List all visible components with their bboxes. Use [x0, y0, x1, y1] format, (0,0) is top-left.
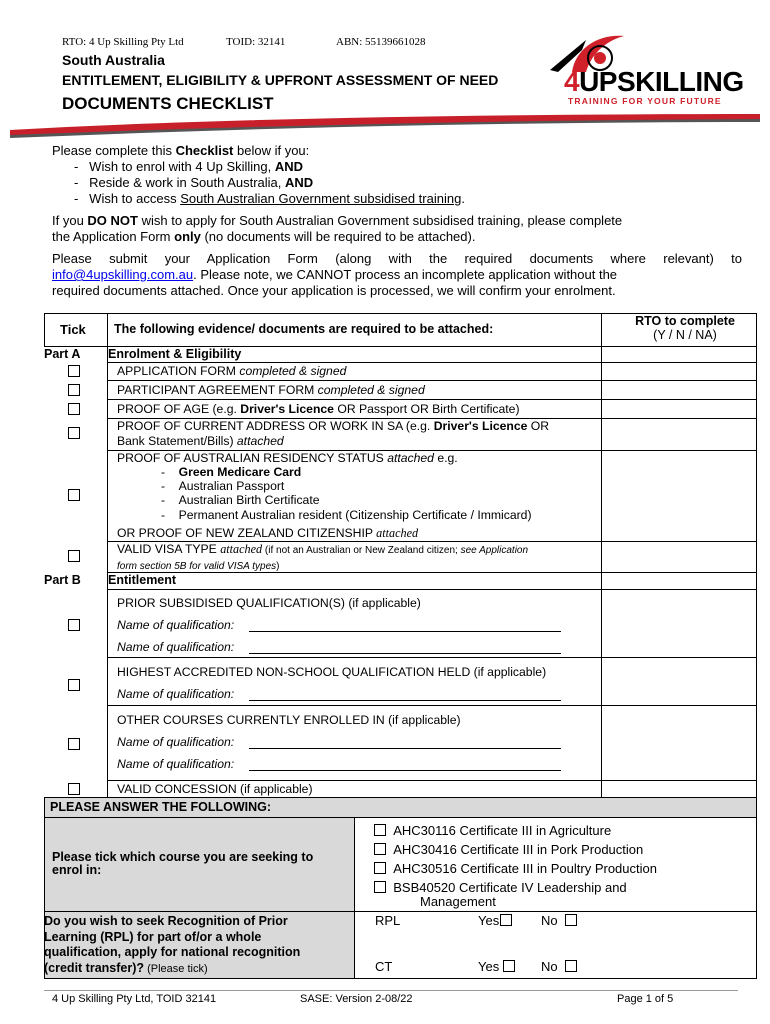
- course-checkbox[interactable]: [374, 881, 386, 893]
- question-rpl-label: Do you wish to seek Recognition of Prior Learning (RPL) for part of/or a whole qualification, apply for national recognition (credit transfer)? (Please tick): [44, 914, 301, 975]
- intro-line: Please complete this Checklist below if you:: [52, 143, 310, 158]
- item-nz-citizenship: OR PROOF OF NEW ZEALAND CITIZENSHIP attached: [117, 526, 419, 540]
- intro-bullet: - Reside & work in South Australia, AND: [74, 175, 314, 190]
- rpl-label: RPL: [375, 913, 401, 928]
- course-checkbox[interactable]: [374, 862, 386, 874]
- course-option[interactable]: AHC30116 Certificate III in Agriculture: [374, 821, 657, 840]
- footer-company: 4 Up Skilling Pty Ltd, TOID 32141: [52, 993, 217, 1005]
- item-prior-qualification: PRIOR SUBSIDISED QUALIFICATION(S) (if applicable): [117, 596, 421, 610]
- intro-paragraph: Please submit your Application Form (along with the required documents where relevant) to: [52, 251, 742, 266]
- checkbox-proof-of-address[interactable]: [68, 427, 80, 439]
- residency-doc-item: - Permanent Australian resident (Citizenship Certificate / Immicard): [161, 508, 532, 522]
- part-a-label: Part A: [44, 347, 81, 361]
- intro-section: [52, 143, 742, 299]
- residency-doc-item: - Australian Birth Certificate: [161, 493, 320, 507]
- qualification-name-field[interactable]: [249, 631, 561, 632]
- part-b-label: Part B: [44, 573, 81, 587]
- footer-page-number: Page 1 of 5: [617, 993, 674, 1005]
- toid: TOID: 32141: [226, 36, 286, 48]
- checkbox-proof-of-age[interactable]: [68, 403, 80, 415]
- header-banner-swoosh: [0, 112, 770, 142]
- rpl-no-option[interactable]: No: [541, 913, 577, 928]
- ct-yes-checkbox[interactable]: [503, 960, 515, 972]
- qualification-name-label: Name of qualification:: [117, 640, 235, 654]
- item-valid-concession: VALID CONCESSION (if applicable): [117, 782, 313, 796]
- intro-paragraph: the Application Form only (no documents will be required to be attached).: [52, 229, 476, 244]
- rpl-yes-checkbox[interactable]: [500, 914, 512, 926]
- questions-section: [44, 797, 757, 981]
- qualification-name-field[interactable]: [249, 748, 561, 749]
- course-options: AHC30116 Certificate III in Agriculture AHC30416 Certificate III in Pork Production AHC30516 Certificate III in Poultry Production BSB40520 Certificate IV Leadership and Management: [374, 821, 657, 909]
- footer-version: SASE: Version 2-08/22: [300, 993, 413, 1005]
- item-participant-agreement: PARTICIPANT AGREEMENT FORM completed & signed: [117, 383, 425, 397]
- email-link[interactable]: info@4upskilling.com.au: [52, 267, 194, 282]
- checkbox-valid-concession[interactable]: [68, 783, 80, 795]
- item-visa-type: VALID VISA TYPE attached (if not an Australian or New Zealand citizen; see Application form section 5B for valid VISA types): [117, 542, 529, 572]
- checkbox-residency-status[interactable]: [68, 489, 80, 501]
- qualification-name-label: Name of qualification:: [117, 757, 235, 771]
- qualification-name-label: Name of qualification:: [117, 735, 235, 749]
- ct-no-option[interactable]: No: [541, 959, 577, 974]
- intro-paragraph: info@4upskilling.com.au. Please note, we CANNOT process an incomplete application without the: [52, 267, 618, 282]
- checkbox-other-courses[interactable]: [68, 738, 80, 750]
- ct-no-checkbox[interactable]: [565, 960, 577, 972]
- ct-label: CT: [375, 959, 393, 974]
- residency-doc-item: - Australian Passport: [161, 479, 285, 493]
- item-other-courses: OTHER COURSES CURRENTLY ENROLLED IN (if applicable): [117, 713, 461, 727]
- question-course-label: Please tick which course you are seeking to enrol in:: [52, 850, 314, 877]
- checkbox-visa-type[interactable]: [68, 550, 80, 562]
- item-proof-of-address: PROOF OF CURRENT ADDRESS OR WORK IN SA (e.g. Driver's Licence OR Bank Statement/Bills) attached: [117, 419, 550, 448]
- qualification-name-field[interactable]: [249, 770, 561, 771]
- intro-bullet: - Wish to enrol with 4 Up Skilling, AND: [74, 159, 304, 174]
- company-logo: [546, 30, 746, 110]
- intro-bullet: - Wish to access South Australian Government subsidised training.: [74, 191, 465, 206]
- logo-wordmark: 4UPSKILLING: [564, 66, 744, 97]
- rpl-no-checkbox[interactable]: [565, 914, 577, 926]
- checkbox-prior-qualification[interactable]: [68, 619, 80, 631]
- course-checkbox[interactable]: [374, 824, 386, 836]
- form-subtitle: DOCUMENTS CHECKLIST: [62, 94, 274, 113]
- course-option[interactable]: BSB40520 Certificate IV Leadership and: [374, 880, 657, 895]
- qualification-name-label: Name of qualification:: [117, 687, 235, 701]
- footer-rule: [44, 990, 738, 991]
- abn: ABN: 55139661028: [336, 36, 426, 48]
- part-b-title: Entitlement: [108, 573, 177, 587]
- col-header-tick: Tick: [60, 322, 86, 337]
- col-header-evidence: The following evidence/ documents are required to be attached:: [114, 322, 494, 336]
- checklist-table: [44, 313, 757, 813]
- residency-doc-item: - Green Medicare Card: [161, 465, 302, 479]
- ct-yes-option[interactable]: Yes: [478, 959, 515, 974]
- course-option[interactable]: AHC30416 Certificate III in Pork Production: [374, 840, 657, 859]
- logo-tagline: TRAINING FOR YOUR FUTURE: [568, 96, 722, 106]
- state-heading: South Australia: [62, 52, 165, 68]
- qualification-name-field[interactable]: [249, 700, 561, 701]
- checkbox-participant-agreement[interactable]: [68, 384, 80, 396]
- item-highest-qualification: HIGHEST ACCREDITED NON-SCHOOL QUALIFICATION HELD (if applicable): [117, 665, 547, 679]
- intro-paragraph: required documents attached. Once your application is processed, we will confirm your enrolment.: [52, 283, 616, 298]
- course-checkbox[interactable]: [374, 843, 386, 855]
- rto-name: RTO: 4 Up Skilling Pty Ltd: [62, 36, 184, 48]
- part-a-title: Enrolment & Eligibility: [108, 347, 242, 361]
- form-title: ENTITLEMENT, ELIGIBILITY & UPFRONT ASSESSMENT OF NEED: [62, 72, 499, 88]
- col-header-rto: RTO to complete (Y / N / NA): [635, 314, 735, 342]
- item-residency-status: PROOF OF AUSTRALIAN RESIDENCY STATUS attached e.g. - Green Medicare Card - Australian Passport - Australian Birth Certificate - Permanent Australian resident (Citizenship Certificate / Immicard): [117, 451, 532, 522]
- questions-heading: PLEASE ANSWER THE FOLLOWING:: [50, 800, 272, 814]
- intro-paragraph: If you DO NOT wish to apply for South Australian Government subsidised training, please complete: [52, 213, 623, 228]
- checkbox-application-form[interactable]: [68, 365, 80, 377]
- qualification-name-label: Name of qualification:: [117, 618, 235, 632]
- qualification-name-field[interactable]: [249, 653, 561, 654]
- course-option[interactable]: AHC30516 Certificate III in Poultry Production: [374, 859, 657, 878]
- item-application-form: APPLICATION FORM completed & signed: [117, 364, 347, 378]
- item-proof-of-age: PROOF OF AGE (e.g. Driver's Licence OR Passport OR Birth Certificate): [117, 402, 520, 416]
- checkbox-highest-qualification[interactable]: [68, 679, 80, 691]
- rpl-yes-option[interactable]: Yes: [478, 913, 512, 928]
